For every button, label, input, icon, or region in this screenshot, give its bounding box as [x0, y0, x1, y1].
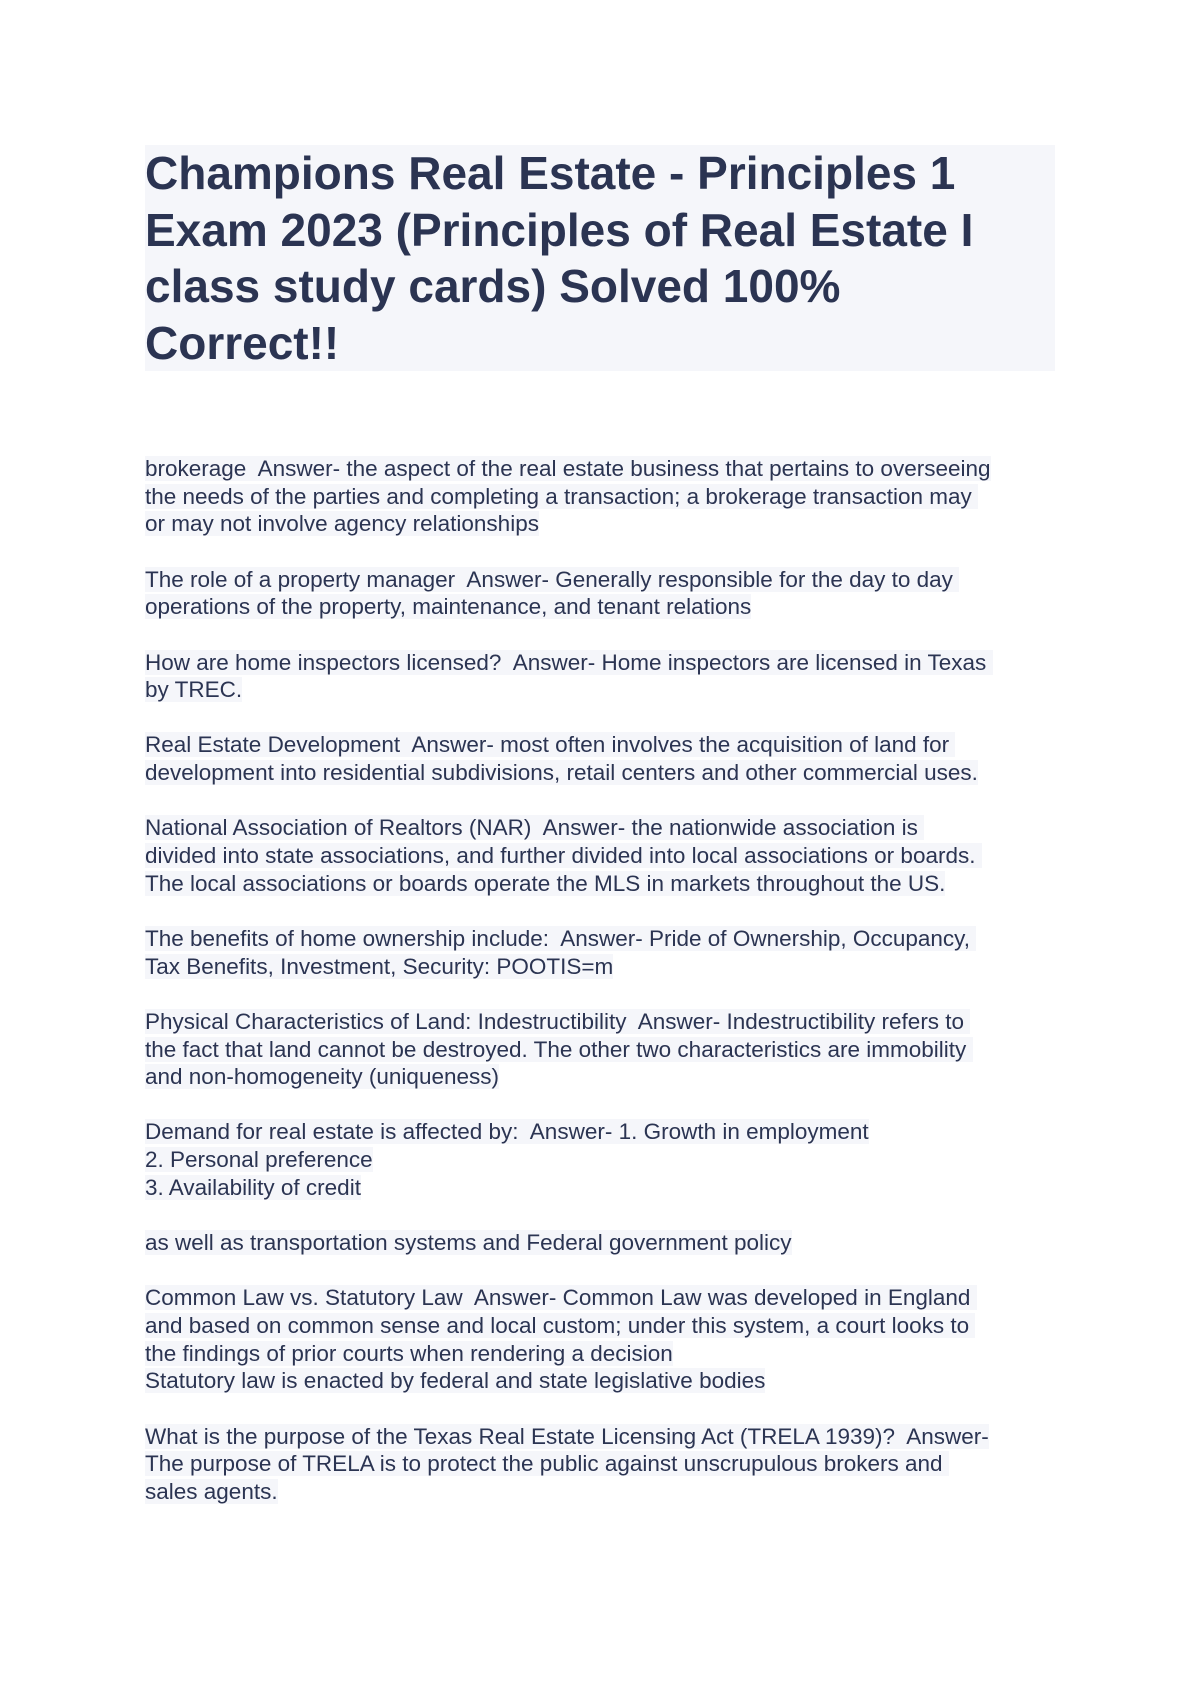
study-card-line: operations of the property, maintenance, and tenant relations	[145, 594, 752, 620]
study-card-line: the fact that land cannot be destroyed. The other two characteristics are immobility	[145, 1036, 973, 1062]
study-card	[145, 455, 1055, 538]
study-card-list	[145, 455, 1055, 1506]
study-card-line: development into residential subdivisions, retail centers and other commercial uses.	[145, 760, 978, 786]
study-card-line: Common Law vs. Statutory Law Answer- Common Law was developed in England	[145, 1285, 977, 1311]
study-card-line: the needs of the parties and completing a transaction; a brokerage transaction may	[145, 483, 978, 509]
study-card	[145, 1118, 1055, 1201]
study-card-line: What is the purpose of the Texas Real Estate Licensing Act (TRELA 1939)? Answer-	[145, 1423, 989, 1449]
study-card	[145, 649, 1055, 704]
study-card	[145, 814, 1055, 897]
study-card-line: divided into state associations, and further divided into local associations or boards.	[145, 843, 982, 869]
study-card-line: The benefits of home ownership include: Answer- Pride of Ownership, Occupancy,	[145, 925, 977, 951]
study-card	[145, 1229, 1055, 1257]
study-card-line: The role of a property manager Answer- Generally responsible for the day to day	[145, 566, 960, 592]
study-card-line: The local associations or boards operate the MLS in markets throughout the US.	[145, 870, 946, 896]
study-card	[145, 731, 1055, 786]
study-card-line: 2. Personal preference	[145, 1147, 373, 1173]
study-card	[145, 925, 1055, 980]
study-card-line: and based on common sense and local custom; under this system, a court looks to	[145, 1312, 976, 1338]
study-card	[145, 1284, 1055, 1395]
title-line: Champions Real Estate - Principles 1	[145, 147, 956, 199]
study-card	[145, 1423, 1055, 1506]
study-card-line: Statutory law is enacted by federal and state legislative bodies	[145, 1368, 766, 1394]
study-card-line: and non-homogeneity (uniqueness)	[145, 1064, 499, 1090]
study-card-line: sales agents.	[145, 1478, 278, 1504]
study-card-line: The purpose of TRELA is to protect the public against unscrupulous brokers and	[145, 1451, 949, 1477]
study-card-line: brokerage Answer- the aspect of the real estate business that pertains to overseeing	[145, 456, 991, 481]
study-card-line: or may not involve agency relationships	[145, 511, 539, 537]
study-card-line: How are home inspectors licensed? Answer- Home inspectors are licensed in Texas	[145, 649, 993, 675]
study-card-line: Tax Benefits, Investment, Security: POOTIS=m	[145, 953, 614, 979]
document-title	[145, 145, 1055, 371]
study-card-line: Real Estate Development Answer- most often involves the acquisition of land for	[145, 732, 956, 758]
title-line: Correct!!	[145, 316, 340, 369]
study-card	[145, 1008, 1055, 1091]
document-page	[145, 145, 1055, 1533]
study-card-line: as well as transportation systems and Federal government policy	[145, 1230, 792, 1256]
study-card-line: the findings of prior courts when rendering a decision	[145, 1340, 673, 1366]
title-line: Exam 2023 (Principles of Real Estate I	[145, 203, 974, 256]
title-line: class study cards) Solved 100%	[145, 260, 841, 312]
study-card-line: Demand for real estate is affected by: Answer- 1. Growth in employment	[145, 1119, 869, 1145]
study-card-line: 3. Availability of credit	[145, 1174, 361, 1200]
study-card-line: National Association of Realtors (NAR) Answer- the nationwide association is	[145, 815, 925, 841]
study-card-line: by TREC.	[145, 677, 243, 703]
study-card-line: Physical Characteristics of Land: Indestructibility Answer- Indestructibility refers to	[145, 1008, 971, 1034]
study-card	[145, 566, 1055, 621]
